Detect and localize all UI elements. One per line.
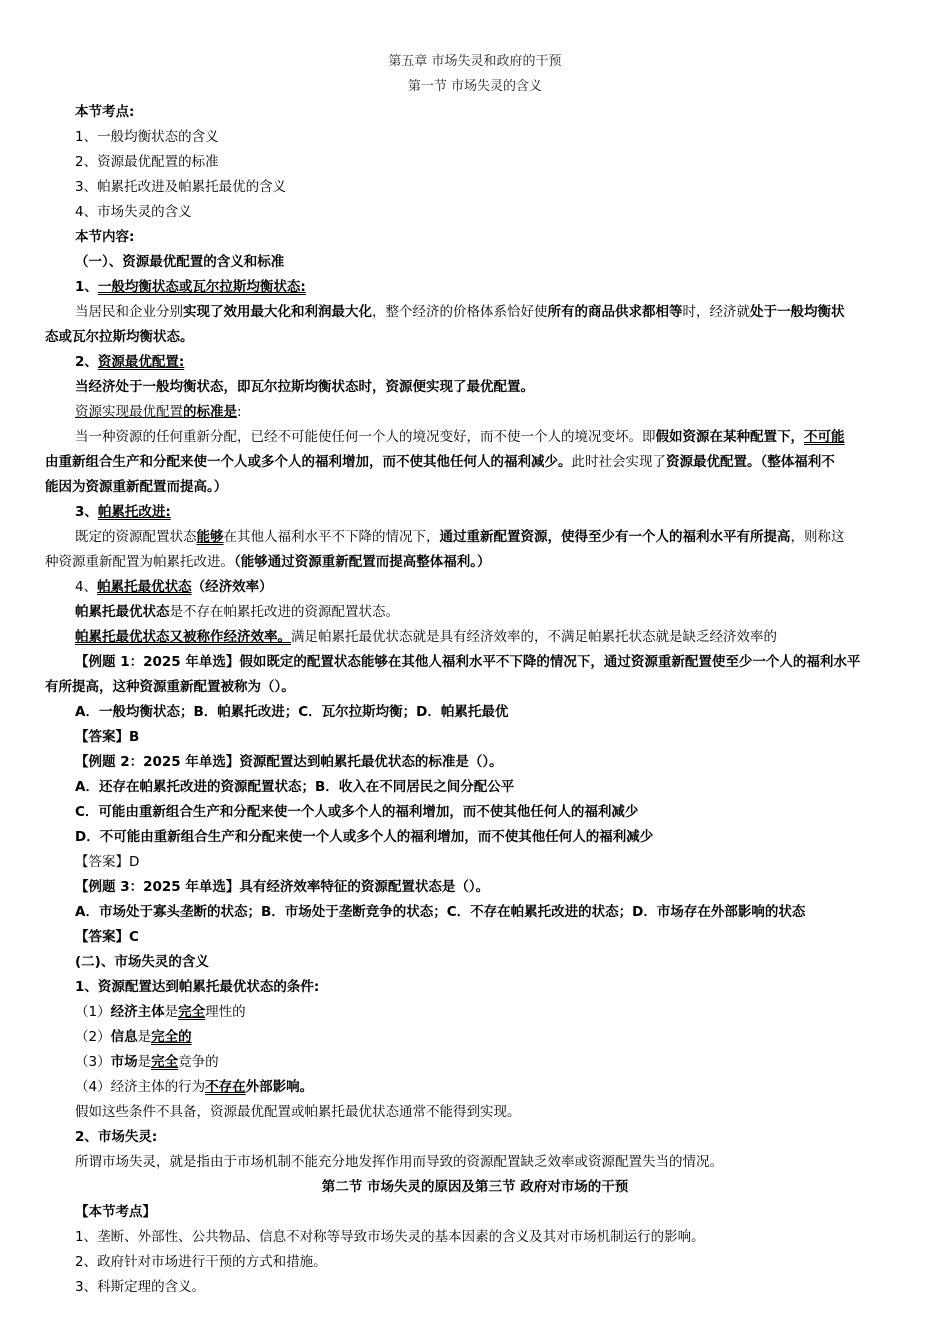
example-question: 【例题 2：2025 年单选】资源配置达到帕累托最优状态的标准是（）。 xyxy=(75,754,503,770)
bold-run: 处于一般均衡状 xyxy=(750,304,845,320)
chapter-title: 第五章 市场失灵和政府的干预 xyxy=(388,54,562,69)
bold-run: 不可能 xyxy=(804,429,845,445)
section2-points-heading: 【本节考点】 xyxy=(75,1204,156,1220)
example-option: D．不可能由重新组合生产和分配来使一个人或多个人的福利增加，而不使其他任何人的福利减少 xyxy=(75,829,654,845)
text-run: 既定的资源配置状态 xyxy=(75,529,197,545)
bold-run: 所有的商品供求都相等 xyxy=(547,304,683,320)
bold-run: 经济主体 xyxy=(110,1004,165,1020)
example-question: 【例题 3：2025 年单选】具有经济效率特征的资源配置状态是（）。 xyxy=(75,879,490,895)
bold-run: 信息 xyxy=(110,1029,138,1045)
item-title: 一般均衡状态或瓦尔拉斯均衡状态: xyxy=(97,279,306,295)
paragraph-line: 能因为资源重新配置而提高。） xyxy=(45,479,228,495)
exam-point: 4、市场失灵的含义 xyxy=(75,204,192,220)
standard-line xyxy=(75,402,242,422)
text-run: 经济主体的行为 xyxy=(110,1079,206,1095)
bold-run: （经济效率） xyxy=(191,579,273,595)
condition-number: （1） xyxy=(75,1004,111,1020)
paragraph-line xyxy=(45,452,835,472)
bold-run: 完全 xyxy=(151,1054,179,1070)
condition-line xyxy=(75,1002,246,1022)
text-run: 种资源重新配置为帕累托改进。 xyxy=(45,554,234,570)
example-answer: 【答案】B xyxy=(75,729,140,745)
bold-run: 完全的 xyxy=(151,1029,192,1045)
example-question: 有所提高，这种资源重新配置被称为（）。 xyxy=(45,679,295,695)
paragraph-line xyxy=(75,527,845,547)
section2-point: 3、科斯定理的含义。 xyxy=(75,1279,206,1295)
text-run: 在其他人福利水平不下降的情况下， xyxy=(223,529,440,545)
example-question: 【例题 1：2025 年单选】假如既定的配置状态能够在其他人福利水平不下降的情况下，通过资源重新配置使至少一个人的福利水平 xyxy=(75,654,861,670)
condition-number: （4） xyxy=(75,1079,111,1095)
condition-number: （3） xyxy=(75,1054,111,1070)
example-answer: 【答案】C xyxy=(75,929,139,945)
paragraph-line xyxy=(75,427,845,447)
section2-point: 1、垄断、外部性、公共物品、信息不对称等导致市场失灵的基本因素的含义及其对市场机制运行的影响。 xyxy=(75,1229,705,1245)
text-run: 时，经济就 xyxy=(682,304,750,320)
exam-point: 2、资源最优配置的标准 xyxy=(75,154,219,170)
bold-run: （能够通过资源重新配置而提高整体福利。） xyxy=(234,554,491,570)
condition-line xyxy=(75,1077,313,1097)
text-run: 此时社会实现了 xyxy=(571,454,666,470)
text-run: 当居民和企业分别 xyxy=(75,304,183,320)
example-options: A．一般均衡状态；B．帕累托改进；C．瓦尔拉斯均衡；D．帕累托最优 xyxy=(75,704,509,720)
section-title: 第一节 市场失灵的含义 xyxy=(407,79,543,94)
bold-run: 完全 xyxy=(178,1004,206,1020)
paragraph-line: 所谓市场失灵，就是指由于市场机制不能充分地发挥作用而导致的资源配置缺乏效率或资源配置失当的情况。 xyxy=(75,1154,723,1170)
part1-heading: （一）、资源最优配置的含义和标准 xyxy=(75,254,285,270)
exam-point: 3、帕累托改进及帕累托最优的含义 xyxy=(75,179,287,195)
paragraph-line xyxy=(75,602,399,622)
part2-item2: 2、市场失灵: xyxy=(75,1129,158,1145)
item3-heading xyxy=(75,502,171,522)
paragraph-line xyxy=(75,302,845,322)
item1-heading xyxy=(75,277,306,297)
text-run: ，则称这 xyxy=(790,529,845,545)
text-run: 是 xyxy=(164,1004,179,1020)
example-answer: 【答案】D xyxy=(75,854,140,870)
part2-heading: (二)、市场失灵的含义 xyxy=(75,954,209,970)
item-number: 1、 xyxy=(75,279,98,295)
condition-line xyxy=(75,1027,192,1047)
example-option: A．还存在帕累托改进的资源配置状态；B．收入在不同居民之间分配公平 xyxy=(75,779,515,795)
condition-number: （2） xyxy=(75,1029,111,1045)
item-title: 资源最优配置: xyxy=(97,354,185,370)
paragraph-line: 态或瓦尔拉斯均衡状态。 xyxy=(45,329,194,345)
item2-heading xyxy=(75,352,184,372)
text-run: 竞争的 xyxy=(178,1054,219,1070)
underlined-run: 资源实现最优配置 xyxy=(75,404,183,420)
item-number: 4、 xyxy=(75,579,98,595)
example-option: C．可能由重新组合生产和分配来使一个人或多个人的福利增加，而不使其他任何人的福利减少 xyxy=(75,804,639,820)
example-options: A．市场处于寡头垄断的状态；B．市场处于垄断竞争的状态；C．不存在帕累托改进的状态；D．市场存在外部影响的状态 xyxy=(75,904,806,920)
text-run: : xyxy=(237,404,242,420)
content-heading: 本节内容: xyxy=(75,229,135,245)
bold-run: 帕累托最优状态又被称作经济效率。 xyxy=(75,629,291,645)
item-number: 3、 xyxy=(75,504,98,520)
condition-line xyxy=(75,1052,219,1072)
section2-point: 2、政府针对市场进行干预的方式和措施。 xyxy=(75,1254,327,1270)
text-run: 是不存在帕累托改进的资源配置状态。 xyxy=(169,604,399,620)
bold-run: 不存在 xyxy=(205,1079,246,1095)
bold-run: 通过重新配置资源，使得至少有一个人的福利水平有所提高 xyxy=(439,529,791,545)
paragraph-line xyxy=(75,627,777,647)
paragraph-line xyxy=(45,552,491,572)
bold-run: 由重新组合生产和分配来使一个人或多个人的福利增加，而不使其他任何人的福利减少。 xyxy=(45,454,572,470)
text-run: 是 xyxy=(137,1054,152,1070)
item4-heading xyxy=(75,577,273,597)
text-run: 是 xyxy=(137,1029,152,1045)
bold-run: 帕累托最优状态 xyxy=(75,604,170,620)
text-run: ，整个经济的价格体系恰好使 xyxy=(372,304,548,320)
bold-statement: 当经济处于一般均衡状态，即瓦尔拉斯均衡状态时，资源便实现了最优配置。 xyxy=(75,379,534,395)
bold-run: 资源最优配置。（整体福利不 xyxy=(666,454,835,470)
section2-title: 第二节 市场失灵的原因及第三节 政府对市场的干预 xyxy=(321,1179,629,1195)
text-run: 满足帕累托最优状态就是具有经济效率的，不满足帕累托状态就是缺乏经济效率的 xyxy=(291,629,777,645)
bold-run: 市场 xyxy=(110,1054,138,1070)
bold-run: 的标准是 xyxy=(183,404,237,420)
bold-run: 能够 xyxy=(196,529,224,545)
part2-item1: 1、资源配置达到帕累托最优状态的条件: xyxy=(75,979,320,995)
bold-run: 假如资源在某种配置下， xyxy=(655,429,804,445)
item-title: 帕累托最优状态 xyxy=(97,579,192,595)
condition-note: 假如这些条件不具备，资源最优配置或帕累托最优状态通常不能得到实现。 xyxy=(75,1104,521,1120)
exam-points-heading: 本节考点: xyxy=(75,104,135,120)
text-run: 理性的 xyxy=(205,1004,246,1020)
text-run: 当一种资源的任何重新分配，已经不可能使任何一个人的境况变好，而不使一个人的境况变坏。即 xyxy=(75,429,656,445)
item-number: 2、 xyxy=(75,354,98,370)
bold-run: 外部影响。 xyxy=(245,1079,314,1095)
item-title: 帕累托改进: xyxy=(97,504,171,520)
exam-point: 1、一般均衡状态的含义 xyxy=(75,129,219,145)
bold-run: 实现了效用最大化和利润最大化 xyxy=(183,304,372,320)
